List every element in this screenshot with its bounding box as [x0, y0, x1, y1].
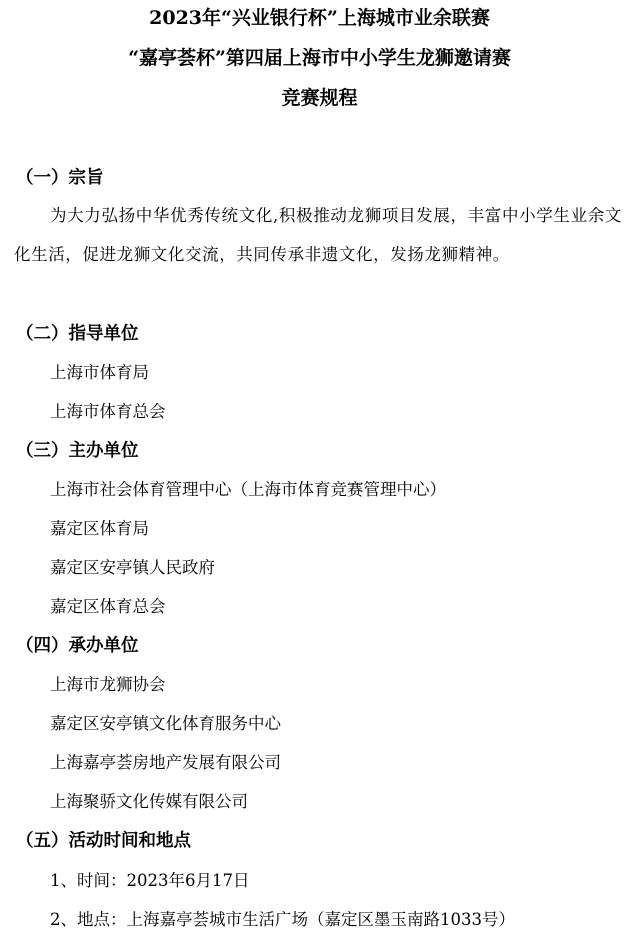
list-item: 嘉定区安亭镇文化体育服务中心 [50, 714, 281, 733]
document-title-line-1: 2023年“兴业银行杯”上海城市业余联赛 [149, 7, 490, 29]
list-item: 上海嘉亭荟房地产发展有限公司 [50, 753, 281, 772]
section-heading-time-place: （五）活动时间和地点 [16, 831, 191, 851]
section-heading-organizer: （三）主办单位 [16, 441, 139, 461]
list-item: 嘉定区体育局 [50, 519, 149, 538]
section-heading-guidance: （二）指导单位 [16, 324, 139, 344]
document-title-line-2: “嘉亭荟杯”第四届上海市中小学生龙狮邀请赛 [128, 47, 511, 69]
document-title-line-3: 竞赛规程 [281, 87, 358, 109]
list-item: 嘉定区安亭镇人民政府 [50, 558, 215, 577]
list-item: 1、时间：2023年6月17日 [50, 871, 250, 890]
list-item: 上海市体育总会 [50, 402, 166, 421]
list-item: 上海市体育局 [50, 363, 149, 382]
list-item: 上海聚骄文化传媒有限公司 [50, 792, 248, 811]
section-heading-purpose: （一）宗旨 [16, 168, 104, 188]
section-heading-undertaker: （四）承办单位 [16, 636, 139, 656]
list-item: 嘉定区体育总会 [50, 597, 166, 616]
list-item: 上海市龙狮协会 [50, 675, 166, 694]
section-paragraph-purpose: 为大力弘扬中华优秀传统文化,积极推动龙狮项目发展，丰富中小学生业余文化生活，促进龙狮文化交流，共同传承非遗文化，发扬龙狮精神。 [14, 206, 622, 264]
list-item: 2、地点：上海嘉亭荟城市生活广场（嘉定区墨玉南路1033号） [50, 910, 515, 929]
list-item: 上海市社会体育管理中心（上海市体育竞赛管理中心） [50, 480, 446, 499]
